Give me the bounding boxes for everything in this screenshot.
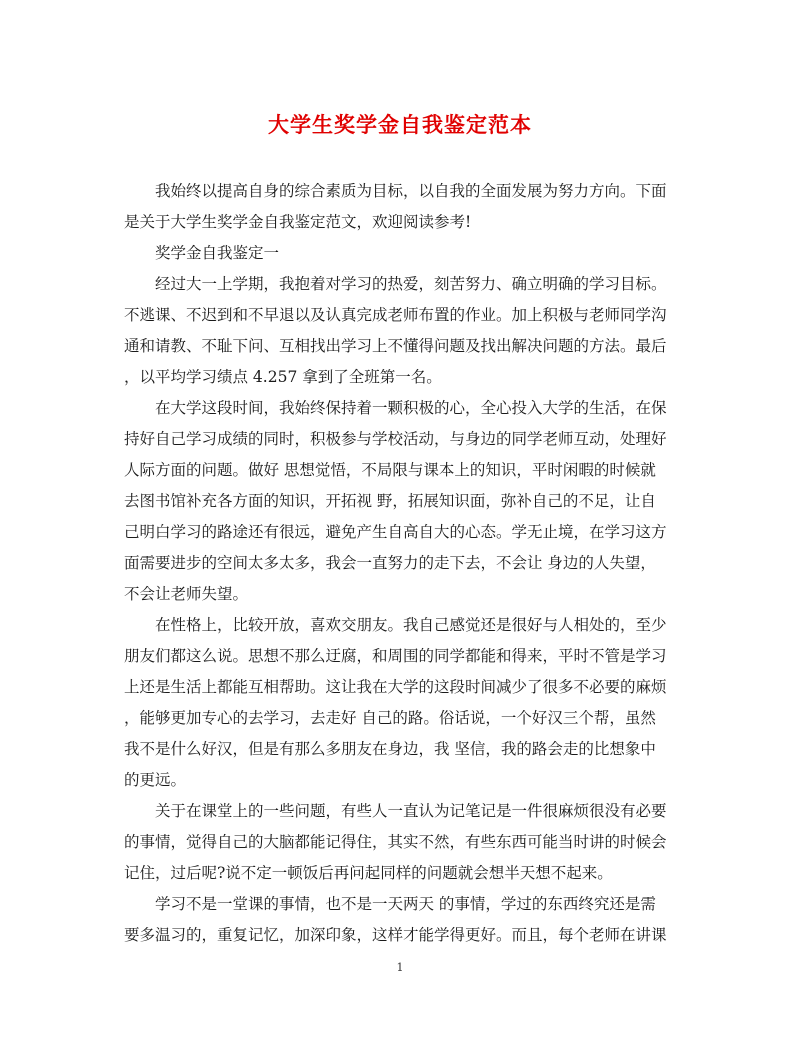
document-body — [124, 176, 680, 951]
text-line: ，以平均学习绩点 4.257 拿到了全班第一名。 — [124, 368, 442, 386]
text-line: 关于在课堂上的一些问题，有些人一直认为记笔记是一件很麻烦很没有必要 — [155, 802, 667, 820]
text-line: 上还是生活上都能互相帮助。这让我在大学的这段时间减少了很多不必要的麻烦 — [124, 678, 667, 696]
text-line: 不会让老师失望。 — [124, 585, 249, 603]
text-line: 经过大一上学期，我抱着对学习的热爱，刻苦努力、确立明确的学习目标。 — [155, 275, 667, 293]
page-number: 1 — [396, 961, 404, 974]
text-line: 我始终以提高自身的综合素质为目标，以自我的全面发展为努力方向。下面 — [155, 182, 667, 200]
text-line: 朋友们都这么说。思想不那么迂腐，和周围的同学都能和得来，平时不管是学习 — [124, 647, 667, 665]
text-line: 要多温习的，重复记忆，加深印象，这样才能学得更好。而且，每个老师在讲课 — [124, 926, 667, 944]
text-line: 在性格上，比较开放，喜欢交朋友。我自己感觉还是很好与人相处的，至少 — [155, 616, 667, 634]
text-line: 我不是什么好汉，但是有那么多朋友在身边，我 坚信，我的路会走的比想象中 — [124, 740, 656, 758]
text-line: 不逃课、不迟到和不早退以及认真完成老师布置的作业。加上积极与老师同学沟 — [124, 306, 667, 324]
text-line: 己明白学习的路途还有很远，避免产生自高自大的心态。学无止境，在学习这方 — [124, 523, 667, 541]
text-line: 学习不是一堂课的事情，也不是一天两天 的事情，学过的东西终究还是需 — [155, 895, 656, 913]
text-line: 去图书馆补充各方面的知识，开拓视 野，拓展知识面，弥补自己的不足，让自 — [124, 492, 656, 510]
text-line: 面需要进步的空间太多太多，我会一直努力的走下去，不会让 身边的人失望， — [124, 554, 656, 572]
text-line: 的事情，觉得自己的大脑都能记得住，其实不然，有些东西可能当时讲的时候会 — [124, 833, 667, 851]
text-line: 奖学金自我鉴定一 — [155, 244, 280, 262]
text-line: 的更远。 — [124, 771, 187, 789]
text-line: 人际方面的问题。做好 思想觉悟，不局限与课本上的知识，平时闲暇的时候就 — [124, 461, 656, 479]
text-line: 持好自己学习成绩的同时，积极参与学校活动，与身边的同学老师互动，处理好 — [124, 430, 667, 448]
text-line: ，能够更加专心的去学习，去走好 自己的路。俗话说，一个好汉三个帮，虽然 — [124, 709, 656, 727]
text-line: 在大学这段时间，我始终保持着一颗积极的心，全心投入大学的生活，在保 — [155, 399, 667, 417]
text-line: 是关于大学生奖学金自我鉴定范文，欢迎阅读参考! — [124, 213, 472, 231]
text-line: 记住，过后呢?说不定一顿饭后再问起同样的问题就会想半天想不起来。 — [124, 864, 613, 882]
text-line: 通和请教、不耻下问、互相找出学习上不懂得问题及找出解决问题的方法。最后 — [124, 337, 667, 355]
document-title: 大学生奖学金自我鉴定范本 — [268, 112, 532, 137]
